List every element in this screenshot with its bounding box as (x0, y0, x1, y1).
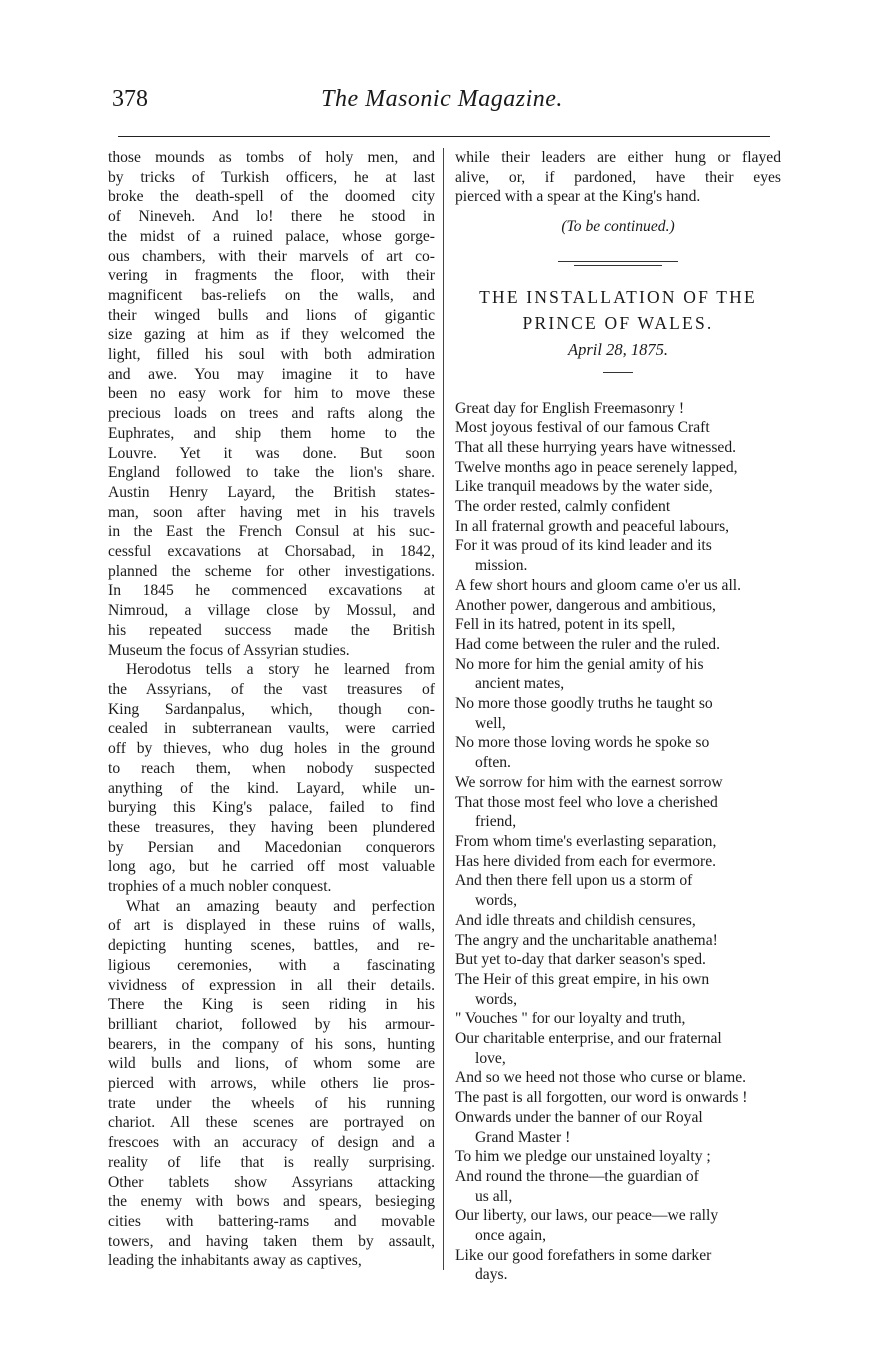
text-line: planned the scheme for other investigations. (108, 562, 435, 580)
poem-line: Fell in its hatred, potent in its spell, (455, 616, 676, 634)
section-title-line: THE INSTALLATION OF THE (479, 286, 757, 307)
text-line: alive, or, if pardoned, have their eyes (455, 168, 781, 186)
text-line: What an amazing beauty and perfection (126, 897, 435, 915)
poem-line-continuation: Grand Master ! (475, 1128, 571, 1146)
text-line: size gazing at him as if they welcomed the (108, 326, 435, 344)
text-line: cealed in subterranean vaults, were carried (108, 720, 435, 738)
text-line: off by thieves, who dug holes in the ground (108, 740, 435, 758)
section-title (455, 284, 781, 336)
poem-line: And then there fell upon us a storm of (455, 872, 693, 890)
header-rule (118, 136, 770, 137)
magazine-title: The Masonic Magazine. (321, 86, 563, 112)
section-date: April 28, 1875. (568, 339, 668, 359)
text-line: Other tablets show Assyrians attacking (108, 1173, 435, 1191)
text-line: Museum the focus of Assyrian studies. (108, 641, 350, 659)
text-line: precious loads on trees and rafts along the (108, 405, 435, 423)
poem-line: The angry and the uncharitable anathema! (455, 931, 718, 949)
text-line: England followed to take the lion's share. (108, 464, 435, 482)
text-line: ous chambers, with their marvels of art co- (108, 247, 435, 265)
poem-line-continuation: friend, (475, 813, 517, 831)
poem-line: That those most feel who love a cherished (455, 793, 718, 811)
poem-line-continuation: well, (475, 714, 506, 732)
poem-line: Onwards under the banner of our Royal (455, 1108, 703, 1126)
poem-line-continuation: once again, (475, 1227, 547, 1245)
poem-line: Our charitable enterprise, and our fraternal (455, 1030, 722, 1048)
poem-line: For it was proud of its kind leader and its (455, 537, 712, 555)
text-line: long ago, but he carried off most valuable (108, 858, 435, 876)
text-line: depicting hunting scenes, battles, and re- (108, 937, 435, 955)
text-line: frescoes with an accuracy of design and a (108, 1134, 435, 1152)
poem-line: " Vouches " for our loyalty and truth, (455, 1010, 686, 1028)
text-line: while their leaders are either hung or flayed (455, 149, 781, 166)
short-rule (603, 372, 633, 373)
column-divider (443, 148, 444, 1270)
text-line: to reach them, when nobody suspected (108, 759, 435, 777)
text-line: these treasures, they having been plundered (108, 818, 435, 836)
poem-line: Like our good forefathers in some darker (455, 1246, 712, 1264)
poem-line: To him we pledge our unstained loyalty ; (455, 1148, 711, 1166)
text-line: bearers, in the company of his sons, hunting (108, 1035, 435, 1053)
text-line: Nimroud, a village close by Mossul, and (108, 602, 435, 620)
left-column (108, 148, 435, 1271)
poem-line: In all fraternal growth and peaceful labours, (455, 517, 730, 535)
poem-line-continuation: love, (475, 1049, 506, 1067)
text-line: pierced with a spear at the King's hand. (455, 188, 701, 206)
text-line: of Nineveh. And lo! there he stood in (108, 208, 435, 226)
text-line: been no easy work for him to move these (108, 385, 435, 403)
text-line: man, soon after having met in his travels (108, 503, 435, 521)
text-line: the Assyrians, of the vast treasures of (108, 680, 435, 698)
text-line: leading the inhabitants away as captives, (108, 1252, 362, 1270)
text-line: Euphrates, and ship them home to the (108, 424, 435, 442)
poem-line: And round the throne—the guardian of (455, 1167, 699, 1185)
poem-line: We sorrow for him with the earnest sorrow (455, 773, 723, 791)
poem-line-continuation: often. (475, 754, 511, 772)
running-header (112, 86, 772, 120)
text-line: broke the death-spell of the doomed city (108, 188, 435, 206)
poem-line: That all these hurrying years have witnessed. (455, 438, 737, 456)
text-line: cities with battering-rams and movable (108, 1212, 435, 1230)
text-line: the enemy with bows and spears, besieging (108, 1193, 435, 1211)
text-line: brilliant chariot, followed by his armour- (108, 1015, 435, 1033)
ornamental-rule (558, 261, 678, 262)
text-line: his repeated success made the British (108, 621, 435, 639)
text-line: There the King is seen riding in his (108, 996, 435, 1014)
poem-line: Twelve months ago in peace serenely lapped, (455, 458, 738, 476)
text-line: pierced with arrows, while others lie pros- (108, 1075, 435, 1093)
text-line: and awe. You may imagine it to have (108, 365, 435, 383)
text-line: wild bulls and lions, of whom some are (108, 1055, 435, 1073)
poem-line: The order rested, calmly confident (455, 498, 671, 516)
continuation-paragraph (455, 148, 781, 207)
text-line: trophies of a much nobler conquest. (108, 878, 332, 896)
text-line: burying this King's palace, failed to find (108, 799, 435, 817)
text-line: by tricks of Turkish officers, he at last (108, 168, 435, 186)
poem-line: Most joyous festival of our famous Craft (455, 419, 710, 437)
text-line: in the East the French Consul at his suc- (108, 523, 435, 541)
text-line: cessful excavations at Chorsabad, in 1842, (108, 543, 435, 561)
poem-line: The past is all forgotten, our word is onwards ! (455, 1089, 748, 1107)
poem-line: Had come between the ruler and the ruled. (455, 635, 720, 653)
poem-line: From whom time's everlasting separation, (455, 832, 717, 850)
poem-line: Has here divided from each for evermore. (455, 852, 717, 870)
right-column (455, 148, 781, 1285)
paragraph (108, 148, 435, 660)
poem-line: Great day for English Freemasonry ! (455, 399, 685, 417)
poem-line-continuation: words, (475, 990, 518, 1008)
poem-line: But yet to-day that darker season's sped. (455, 951, 706, 969)
text-line: trate under the wheels of his running (108, 1094, 435, 1112)
poem-line: No more those goodly truths he taught so (455, 695, 713, 713)
text-line: reality of life that is really surprising. (108, 1153, 435, 1171)
text-line: magnificent bas-reliefs on the walls, and (108, 286, 435, 304)
text-line: by Persian and Macedonian conquerors (108, 838, 435, 856)
poem-line: No more for him the genial amity of his (455, 655, 704, 673)
poem-line-continuation: ancient mates, (475, 675, 565, 693)
poem-line: Our liberty, our laws, our peace—we rally (455, 1207, 719, 1225)
text-line: King Sardanpalus, which, though con- (108, 700, 435, 718)
text-line: vividness of expression in all their details. (108, 976, 435, 994)
section-title-line: PRINCE OF WALES. (522, 312, 714, 333)
poem-line: Like tranquil meadows by the water side, (455, 478, 713, 496)
poem-line: And idle threats and childish censures, (455, 911, 696, 929)
text-line: chariot. All these scenes are portrayed on (108, 1114, 435, 1132)
poem-line-continuation: days. (475, 1266, 508, 1284)
poem-line-continuation: us all, (475, 1187, 513, 1205)
paragraph (108, 660, 435, 896)
text-line: the midst of a ruined palace, whose gorge- (108, 227, 435, 245)
poem (455, 399, 781, 1286)
text-line: light, filled his soul with both admiration (108, 346, 435, 364)
poem-line: The Heir of this great empire, in his own (455, 970, 710, 988)
text-line: In 1845 he commenced excavations at (108, 582, 435, 600)
text-line: anything of the kind. Layard, while un- (108, 779, 435, 797)
text-line: Louvre. Yet it was done. But soon (108, 444, 435, 462)
text-line: vering in fragments the floor, with their (108, 267, 435, 285)
to-be-continued: (To be continued.) (561, 218, 675, 236)
poem-line: No more those loving words he spoke so (455, 734, 710, 752)
paragraph (108, 897, 435, 1271)
poem-line: And so we heed not those who curse or blame. (455, 1069, 747, 1087)
text-line: Herodotus tells a story he learned from (126, 661, 435, 679)
text-line: Austin Henry Layard, the British states- (108, 483, 435, 501)
poem-line: A few short hours and gloom came o'er us all. (455, 576, 742, 594)
text-line: those mounds as tombs of holy men, and (108, 149, 435, 166)
text-line: their winged bulls and lions of gigantic (108, 306, 435, 324)
poem-line-continuation: mission. (475, 557, 528, 575)
poem-line-continuation: words, (475, 892, 518, 910)
text-line: of art is displayed in these ruins of walls, (108, 917, 435, 935)
text-line: towers, and having taken them by assault, (108, 1232, 435, 1250)
text-line: ligious ceremonies, with a fascinating (108, 956, 435, 974)
page-number: 378 (112, 86, 148, 112)
poem-line: Another power, dangerous and ambitious, (455, 596, 716, 614)
